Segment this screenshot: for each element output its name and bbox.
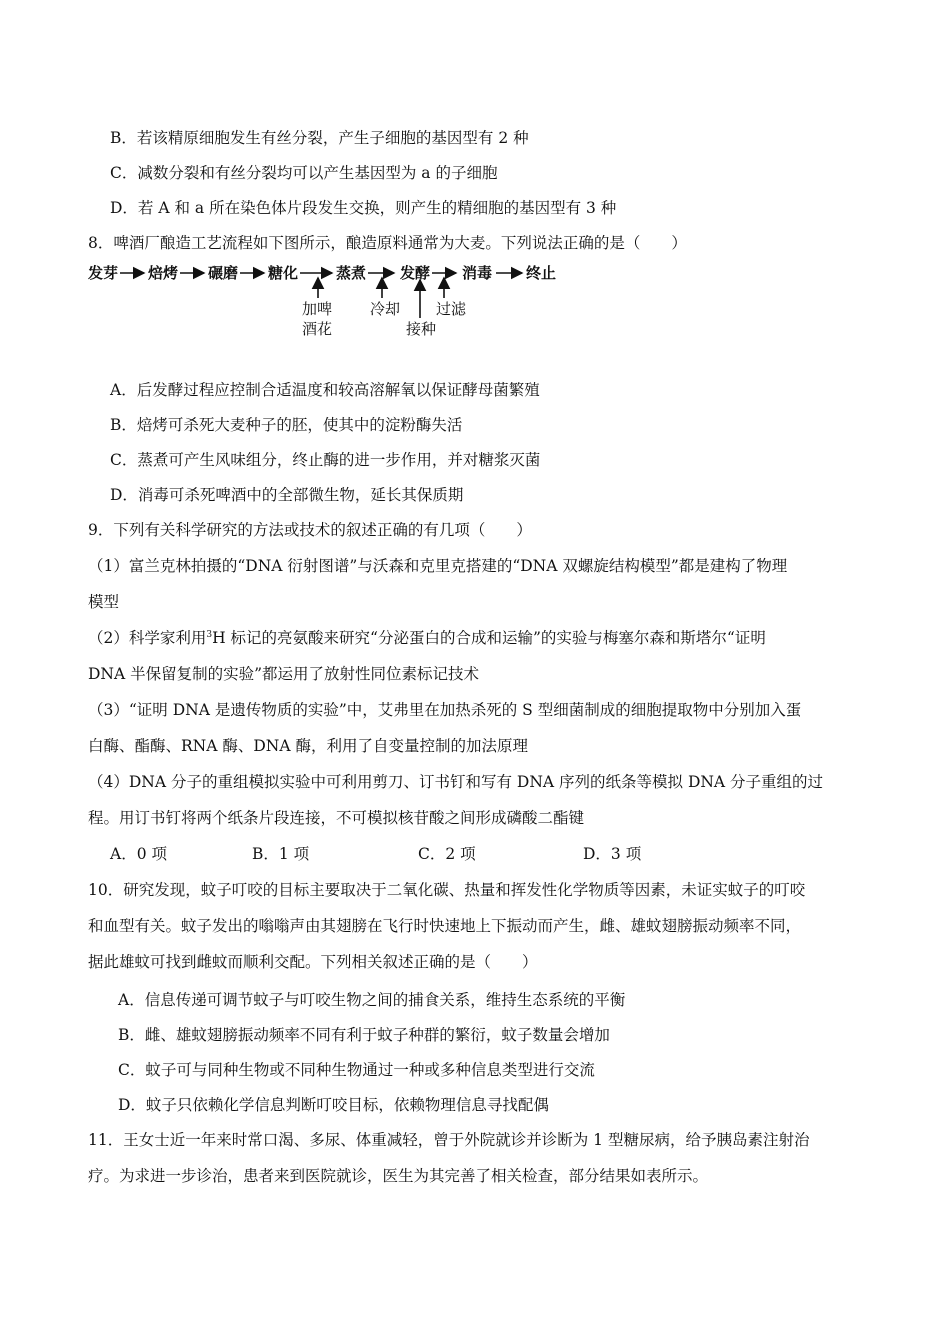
q9-statement-1b: 模型 — [88, 593, 120, 611]
q9-statement-2a-pre: （2）科学家利用 — [88, 629, 207, 647]
flow-input-hops-line2: 酒花 — [302, 320, 333, 338]
flow-input-filtering: 过滤 — [436, 300, 467, 318]
q9-statement-4a: （4）DNA 分子的重组模拟实验中可利用剪刀、订书钉和写有 DNA 序列的纸条等模拟 DNA 分子重组的过 — [88, 773, 824, 791]
q10-option-a: A．信息传递可调节蚊子与叮咬生物之间的捕食关系，维持生态系统的平衡 — [118, 991, 626, 1009]
isotope-superscript: 3 — [206, 629, 213, 640]
q9-option-b: B．1 项 — [252, 845, 310, 863]
q9-statement-2a-post: H 标记的亮氨酸来研究“分泌蛋白的合成和运输”的实验与梅塞尔森和斯塔尔“证明 — [212, 629, 766, 647]
flow-step-3: 碾磨 — [208, 264, 239, 282]
q9-statement-2a — [88, 628, 766, 648]
q9-option-c: C．2 项 — [418, 845, 476, 863]
flow-input-inoculation: 接种 — [406, 320, 437, 338]
brewing-flow-diagram — [88, 258, 608, 346]
q8-stem: 8．啤酒厂酿造工艺流程如下图所示，酿造原料通常为大麦。下列说法正确的是（ ） — [88, 234, 687, 252]
q9-statement-2b: DNA 半保留复制的实验”都运用了放射性同位素标记技术 — [88, 665, 480, 683]
q10-option-b: B．雌、雄蚊翅膀振动频率不同有利于蚊子种群的繁衍，蚊子数量会增加 — [118, 1026, 610, 1044]
flow-input-cooling: 冷却 — [370, 300, 401, 318]
flow-step-4: 糖化 — [268, 264, 299, 282]
q9-statement-4b: 程。用订书钉将两个纸条片段连接，不可模拟核苷酸之间形成磷酸二酯键 — [88, 809, 585, 827]
q10-stem-a: 10．研究发现，蚊子叮咬的目标主要取决于二氧化碳、热量和挥发性化学物质等因素，未证实蚊子的叮咬 — [88, 881, 806, 899]
q9-option-d: D．3 项 — [583, 845, 642, 863]
q9-statement-3a: （3）“证明 DNA 是遗传物质的实验”中，艾弗里在加热杀死的 S 型细菌制成的细胞提取物中分别加入蛋 — [88, 701, 802, 719]
q10-option-d: D．蚊子只依赖化学信息判断叮咬目标，依赖物理信息寻找配偶 — [118, 1096, 549, 1114]
q9-option-a: A．0 项 — [110, 845, 167, 863]
q7-option-b: B．若该精原细胞发生有丝分裂，产生子细胞的基因型有 2 种 — [110, 129, 529, 147]
q8-option-d: D．消毒可杀死啤酒中的全部微生物，延长其保质期 — [110, 486, 464, 504]
q10-option-c: C．蚊子可与同种生物或不同种生物通过一种或多种信息类型进行交流 — [118, 1061, 595, 1079]
q11-stem-a: 11．王女士近一年来时常口渴、多尿、体重减轻，曾于外院就诊并诊断为 1 型糖尿病，给予胰岛素注射治 — [88, 1131, 810, 1149]
q7-option-c: C．减数分裂和有丝分裂均可以产生基因型为 a 的子细胞 — [110, 164, 498, 182]
flow-input-hops-line1: 加啤 — [302, 300, 333, 318]
flow-step-8: 终止 — [526, 264, 557, 282]
q10-stem-c: 据此雄蚊可找到雌蚊而顺利交配。下列相关叙述正确的是（ ） — [88, 953, 538, 971]
flow-step-2: 焙烤 — [148, 264, 179, 282]
q9-stem: 9．下列有关科学研究的方法或技术的叙述正确的有几项（ ） — [88, 521, 532, 539]
q9-statement-1a: （1）富兰克林拍摄的“DNA 衍射图谱”与沃森和克里克搭建的“DNA 双螺旋结构模型”都是建构了物理 — [88, 557, 788, 575]
q7-option-d: D．若 A 和 a 所在染色体片段发生交换，则产生的精细胞的基因型有 3 种 — [110, 199, 617, 217]
q9-statement-3b: 白酶、酯酶、RNA 酶、DNA 酶，利用了自变量控制的加法原理 — [88, 737, 528, 755]
q8-option-c: C．蒸煮可产生风味组分，终止酶的进一步作用，并对糖浆灭菌 — [110, 451, 541, 469]
flow-step-1: 发芽 — [88, 264, 119, 282]
flow-step-6: 发酵 — [400, 264, 431, 282]
q11-stem-b: 疗。为求进一步诊治，患者来到医院就诊，医生为其完善了相关检查，部分结果如表所示。 — [88, 1167, 709, 1185]
flow-step-7: 消毒 — [462, 264, 493, 282]
flow-step-5: 蒸煮 — [336, 264, 367, 282]
q10-stem-b: 和血型有关。蚊子发出的嗡嗡声由其翅膀在飞行时快速地上下振动而产生，雌、雄蚊翅膀振动频率不同， — [88, 917, 802, 935]
q8-option-a: A．后发酵过程应控制合适温度和较高溶解氧以保证酵母菌繁殖 — [110, 381, 540, 399]
q8-option-b: B．焙烤可杀死大麦种子的胚，使其中的淀粉酶失活 — [110, 416, 463, 434]
